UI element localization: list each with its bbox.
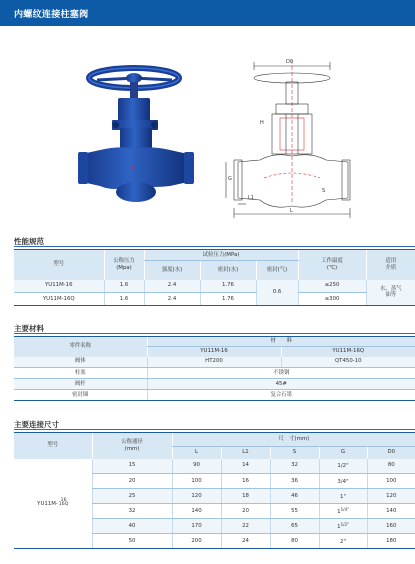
dim-g-1 bbox=[319, 459, 367, 474]
dim-g-main-6: 2" bbox=[340, 538, 346, 545]
mat-part-2: 柱塞 bbox=[14, 368, 147, 379]
dim-s-6: 80 bbox=[270, 534, 319, 549]
header-bar bbox=[0, 0, 415, 26]
dim-header-size: 尺 寸(mm) bbox=[172, 433, 415, 447]
dim-l1-4: 20 bbox=[221, 504, 270, 519]
dim-model-bottom: 16Q bbox=[58, 502, 69, 508]
materials-title: 主要材料 bbox=[14, 324, 44, 333]
perf-nominal-1: 1.6 bbox=[104, 280, 144, 293]
dim-s-3: 46 bbox=[270, 489, 319, 504]
dim-do-6: 180 bbox=[367, 534, 415, 549]
dim-l-2: 100 bbox=[172, 474, 221, 489]
header-seal-water: 密封(水) bbox=[200, 261, 256, 280]
dim-do-5: 160 bbox=[367, 519, 415, 534]
valve-photo bbox=[72, 58, 200, 216]
dim-l-1: 90 bbox=[172, 459, 221, 474]
valve-section-drawing bbox=[224, 52, 362, 218]
dim-l-5: 170 bbox=[172, 519, 221, 534]
dim-header-do: D0 bbox=[367, 447, 415, 459]
dim-do-1: 80 bbox=[367, 459, 415, 474]
dimensions-table bbox=[14, 432, 415, 549]
dim-g-5 bbox=[319, 519, 367, 534]
dim-l-4: 140 bbox=[172, 504, 221, 519]
dim-dn-5: 40 bbox=[92, 519, 172, 534]
dim-do-2: 100 bbox=[367, 474, 415, 489]
header-medium: 适用 介质 bbox=[366, 250, 415, 280]
dim-s-2: 36 bbox=[270, 474, 319, 489]
perf-medium: 水、蒸气 油等 bbox=[366, 280, 415, 306]
header-nominal: 公称压力 (Mpa) bbox=[104, 250, 144, 280]
dim-model-suffix bbox=[59, 499, 68, 508]
dim-g-4 bbox=[319, 504, 367, 519]
dim-l-6: 200 bbox=[172, 534, 221, 549]
dim-header-dn: 公称通径 (mm) bbox=[92, 433, 172, 459]
perf-model-2: YU11M-16Q bbox=[14, 293, 104, 306]
dimensions-title: 主要连接尺寸 bbox=[14, 420, 59, 429]
mat-merged-4: 复合石墨 bbox=[147, 390, 415, 401]
perf-temp-1: ≤250 bbox=[298, 280, 366, 293]
dim-model-base: YU11M- bbox=[37, 500, 58, 507]
dim-dn-4: 32 bbox=[92, 504, 172, 519]
dim-g-sup-5: 1 bbox=[337, 523, 341, 530]
mat-merged-3: 45# bbox=[147, 379, 415, 390]
mat-part-1: 阀体 bbox=[14, 357, 147, 368]
materials-table bbox=[14, 336, 415, 401]
dim-do-3: 120 bbox=[367, 489, 415, 504]
dim-header-g: G bbox=[319, 447, 367, 459]
dim-header-model: 型号 bbox=[14, 433, 92, 459]
dim-g-main-4: 1/4" bbox=[340, 506, 349, 512]
dim-s-5: 65 bbox=[270, 519, 319, 534]
dim-g-3 bbox=[319, 489, 367, 504]
dim-dn-3: 25 bbox=[92, 489, 172, 504]
label-l: L bbox=[290, 208, 293, 214]
label-d0: D0 bbox=[286, 59, 294, 65]
mat-part-4: 密封圈 bbox=[14, 390, 147, 401]
dim-dn-6: 50 bbox=[92, 534, 172, 549]
perf-nominal-2: 1.6 bbox=[104, 293, 144, 306]
dim-g-2 bbox=[319, 474, 367, 489]
dim-dn-2: 20 bbox=[92, 474, 172, 489]
performance-table bbox=[14, 249, 415, 306]
dim-g-sup-4: 1 bbox=[337, 508, 341, 515]
mat-m2-1: QT450-10 bbox=[281, 357, 415, 368]
dim-g-main-3: 1" bbox=[340, 493, 346, 500]
dim-g-main-5: 1/2" bbox=[340, 521, 349, 527]
performance-title: 性能规范 bbox=[14, 237, 44, 246]
dim-header-l: L bbox=[172, 447, 221, 459]
mat-merged-2: 不锈钢 bbox=[147, 368, 415, 379]
dimensions-rule bbox=[14, 429, 415, 430]
header-model: 型号 bbox=[14, 250, 104, 280]
perf-model-1: YU11M-16 bbox=[14, 280, 104, 293]
dim-l-3: 120 bbox=[172, 489, 221, 504]
mat-header-m2: YU11M-16Q bbox=[281, 347, 415, 357]
dim-g-6 bbox=[319, 534, 367, 549]
dim-s-4: 55 bbox=[270, 504, 319, 519]
perf-strength-1: 2.4 bbox=[144, 280, 200, 293]
dim-g-main-1: 1/2" bbox=[337, 463, 349, 470]
dim-model-top: 16 bbox=[60, 497, 67, 503]
label-h: H bbox=[260, 120, 264, 126]
dim-model bbox=[14, 459, 92, 549]
dim-dn-1: 15 bbox=[92, 459, 172, 474]
perf-seal-air: 0.6 bbox=[256, 280, 298, 306]
header-temp: 工作温度 (℃) bbox=[298, 250, 366, 280]
header-test: 试验压力(MPa) bbox=[144, 250, 298, 261]
perf-temp-2: ≤300 bbox=[298, 293, 366, 306]
dim-l1-3: 18 bbox=[221, 489, 270, 504]
perf-strength-2: 2.4 bbox=[144, 293, 200, 306]
label-l1: L1 bbox=[248, 195, 254, 201]
dim-g-main-2: 3/4" bbox=[337, 478, 349, 485]
perf-seal-water-2: 1.76 bbox=[200, 293, 256, 306]
dim-l1-5: 22 bbox=[221, 519, 270, 534]
dim-l1-6: 24 bbox=[221, 534, 270, 549]
mat-part-3: 阀杆 bbox=[14, 379, 147, 390]
dim-header-s: S bbox=[270, 447, 319, 459]
dim-s-1: 32 bbox=[270, 459, 319, 474]
mat-header-material: 材 料 bbox=[147, 337, 415, 347]
header-strength: 强度(水) bbox=[144, 261, 200, 280]
performance-rule bbox=[14, 246, 415, 247]
dim-l1-1: 14 bbox=[221, 459, 270, 474]
dim-do-4: 140 bbox=[367, 504, 415, 519]
materials-rule bbox=[14, 333, 415, 334]
mat-m1-1: HT200 bbox=[147, 357, 281, 368]
mat-header-m1: YU11M-16 bbox=[147, 347, 281, 357]
dim-l1-2: 16 bbox=[221, 474, 270, 489]
mat-header-part: 零件名称 bbox=[14, 337, 147, 357]
label-s: S bbox=[322, 188, 326, 194]
label-g: G bbox=[228, 176, 232, 182]
page-title: 内螺纹连接柱塞阀 bbox=[14, 10, 89, 20]
header-seal-air: 密封(气) bbox=[256, 261, 298, 280]
perf-seal-water-1: 1.76 bbox=[200, 280, 256, 293]
svg-text:✦: ✦ bbox=[130, 164, 136, 172]
dim-header-l1: L1 bbox=[221, 447, 270, 459]
